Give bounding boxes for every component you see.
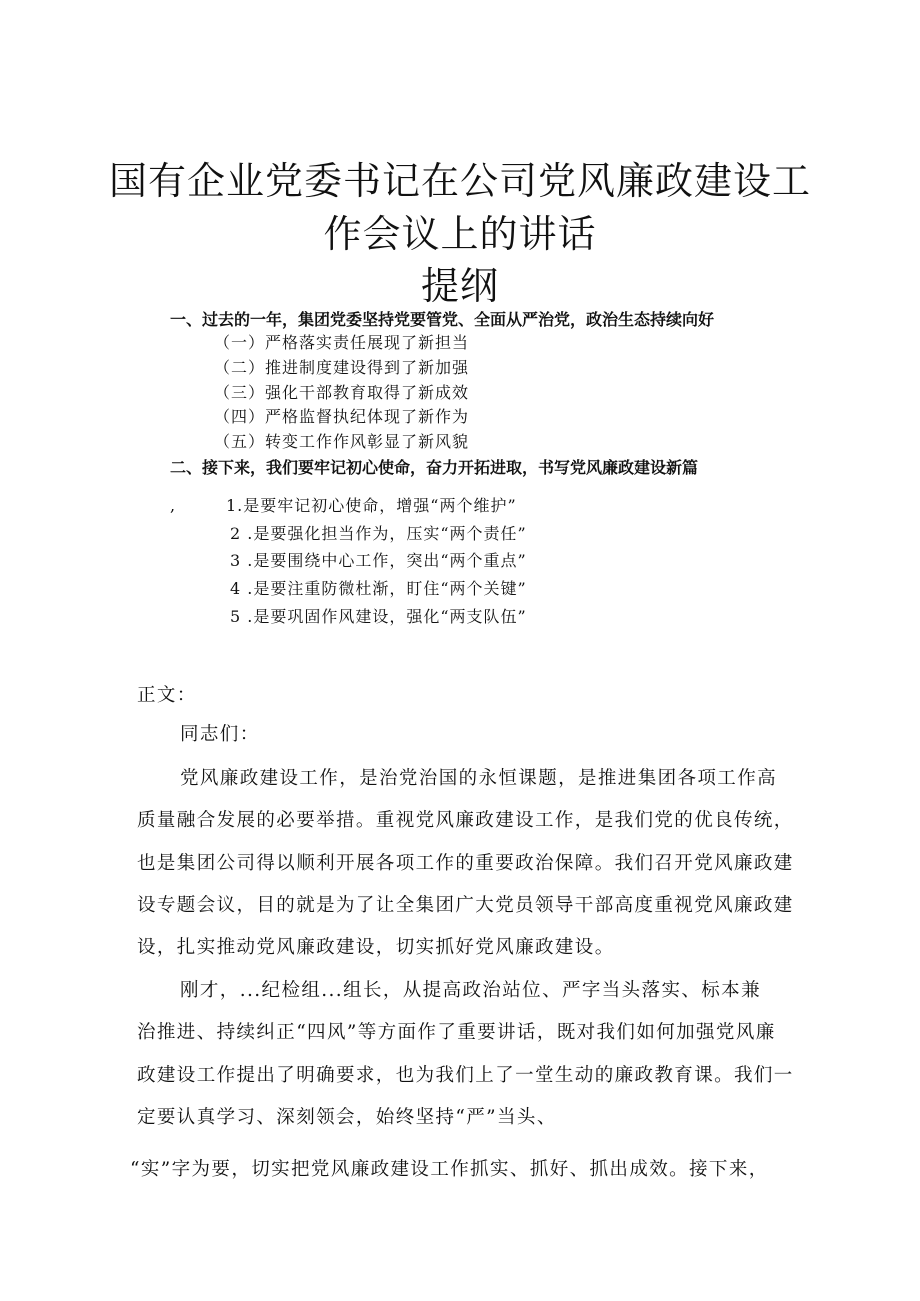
outline-heading-1: 一、过去的一年，集团党委坚持党要管党、全面从严治党，政治生态持续向好 [170, 310, 715, 329]
outline-heading-2: 二、接下来，我们要牢记初心使命，奋力开拓进取，书写党风廉政建设新篇 [170, 458, 699, 477]
paragraph-line: 定要认真学习、深刻领会，始终坚持“严”当头、 [137, 1107, 557, 1128]
paragraph-line: 质量融合发展的必要举措。重视党风廉政建设工作，是我们党的优良传统， [137, 810, 794, 831]
salutation: 同志们： [180, 724, 260, 745]
outline-item: （二）推进制度建设得到了新加强 [214, 358, 470, 377]
paragraph-line: 也是集团公司得以顺利开展各项工作的重要政治保障。我们召开党风廉政建 [137, 853, 794, 874]
paragraph-line: 治推进、持续纠正“四风”等方面作了重要讲话，既对我们如何加强党风廉 [137, 1022, 776, 1043]
paragraph-line: 设，扎实推动党风廉政建设，切实抓好党风廉政建设。 [137, 937, 615, 958]
stray-comma: , [170, 496, 177, 515]
outline-item: （四）严格监督执纪体现了新作为 [214, 407, 470, 426]
paragraph-line: 设专题会议，目的就是为了让全集团广大党员领导干部高度重视党风廉政建 [137, 895, 794, 916]
outline-item: （一）严格落实责任展现了新担当 [214, 333, 470, 352]
body-label: 正文： [137, 685, 197, 706]
paragraph-line: 刚才，...纪检组...组长，从提高政治站位、严字当头落实、标本兼 [180, 980, 761, 1001]
outline-item: （五）转变工作作风彰显了新风貌 [214, 432, 470, 451]
outline-item: 2 .是要强化担当作为，压实“两个责任” [230, 524, 527, 543]
outline-item: 1.是要牢记初心使命，增强“两个维护” [226, 496, 517, 515]
paragraph-line: 政建设工作提出了明确要求，也为我们上了一堂生动的廉政教育课。我们一 [137, 1065, 794, 1086]
outline-item: （三）强化干部教育取得了新成效 [214, 383, 470, 402]
document-title-line-3: 提纲 [420, 264, 499, 308]
paragraph-line: 党风廉政建设工作，是治党治国的永恒课题，是推进集团各项工作高 [180, 768, 778, 789]
outline-item: 5 .是要巩固作风建设，强化“两支队伍” [230, 607, 527, 626]
document-title-line-2: 作会议上的讲话 [323, 212, 597, 256]
outline-item: 4 .是要注重防微杜渐，盯住“两个关键” [230, 579, 527, 598]
outline-item: 3 .是要围绕中心工作，突出“两个重点” [230, 551, 527, 570]
paragraph-line: “实”字为要，切实把党风廉政建设工作抓实、抓好、抓出成效。接下来， [130, 1159, 769, 1180]
document-title-line-1: 国有企业党委书记在公司党风廉政建设工 [108, 159, 811, 203]
